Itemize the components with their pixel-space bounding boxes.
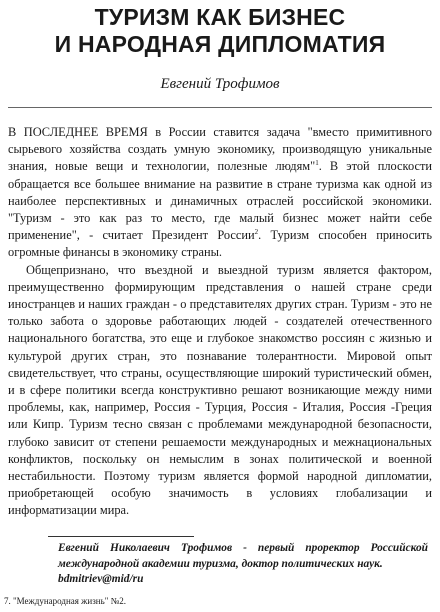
paragraph-1 (8, 124, 432, 262)
paragraph-1-text-a: В ПОСЛЕДНЕЕ ВРЕМЯ в России ставится задача "вместо примитивного сырьевого хозяйства создать умную экономику, производящую уникальные знания, новые вещи и технологии, полезные людям" (8, 125, 432, 174)
header-divider (8, 107, 432, 108)
footnote-ref-1: 1 (315, 159, 319, 168)
author-email: bdmitriev@mid/ru (58, 573, 144, 585)
paragraph-1-text-b: . В этой плоскости обращается все большее внимание на развитие в стране туризма как одной из наиболее перспективных и динамичных отраслей российской экономики. "Туризм - это как раз то место, где малый бизнес может найти себе применение", - считает Президент России (8, 159, 432, 243)
title-line-1: ТУРИЗМ КАК БИЗНЕС (94, 4, 346, 30)
title-line-2: И НАРОДНАЯ ДИПЛОМАТИЯ (54, 31, 386, 57)
author-bio (58, 541, 428, 588)
footnote-divider (48, 536, 194, 537)
paragraph-2: Общепризнано, что въездной и выездной туризм является фактором, преимущественно формирующим представления о нашей стране среди иностранцев и наших граждан - о представителях других стран. Туризм - это не только забота о здоровье работающих людей - создателей отечественного национального богатства, это еще и глубокое знакомство россиян с жизнью и культурой других стран, это познавание толерантности. Мировой опыт свидетельствует, что страны, осуществляющие широкий туристический обмен, и в сфере политики всегда конструктивно решают возникающие между ними проблемы, как, например, Россия - Турция, Россия - Италия, Россия -Греция или Кипр. Туризм тесно связан с проблемами международной безопасности, глубоко зависит от степени решаемости международных и межнациональных конфликтов, поскольку он немыслим в зонах политической и военной нестабильности. Поэтому туризм является формой народной дипломатии, приобретающей особую значимость в условиях глобализации и информатизации мира. (8, 262, 432, 518)
footnote-reference: 7. "Международная жизнь" №2. (4, 596, 126, 606)
paragraph-1-text-c: . Туризм способен приносить огромные финансы в экономику страны. (8, 228, 432, 260)
article-author: Евгений Трофимов (160, 76, 280, 92)
article-title (0, 4, 440, 58)
article-body (8, 124, 432, 520)
author-bio-text: Евгений Николаевич Трофимов - первый проректор Российской международной академии туризма, доктор политических наук. (58, 542, 428, 570)
footnote-ref-2: 2 (254, 228, 259, 237)
